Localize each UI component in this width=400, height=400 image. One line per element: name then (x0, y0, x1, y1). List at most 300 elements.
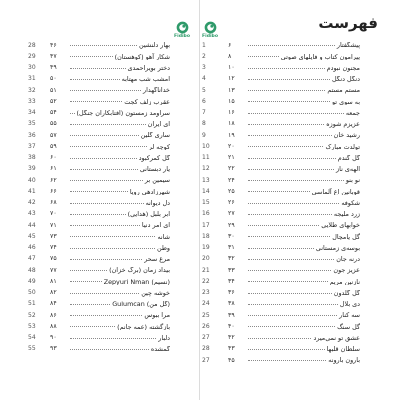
toc-row[interactable] (202, 321, 360, 332)
toc-row[interactable] (28, 288, 170, 299)
row-entry (224, 98, 360, 105)
row-entry (50, 121, 170, 128)
row-page-number: ۵۴ (50, 109, 57, 117)
row-page-number: ۲۱ (228, 154, 235, 162)
row-number: 50 (28, 289, 36, 297)
row-number: 38 (28, 154, 36, 162)
row-number: 33 (28, 97, 36, 105)
row-title: عقرب زلف کجت (124, 98, 170, 106)
right-page (200, 0, 400, 400)
row-number: 23 (202, 289, 210, 297)
toc-row[interactable] (202, 344, 360, 355)
row-page-number: ۸۴ (50, 300, 57, 308)
toc-row[interactable] (28, 85, 170, 96)
dot-leader (70, 301, 110, 305)
dot-leader (70, 256, 142, 260)
dot-leader (248, 121, 324, 125)
toc-row[interactable] (202, 288, 360, 299)
row-entry (224, 200, 360, 207)
toc-row[interactable] (202, 243, 360, 254)
row-number: 3 (202, 64, 206, 72)
row-entry (224, 278, 360, 285)
row-number: 37 (28, 142, 36, 150)
brand-logo (172, 21, 192, 40)
row-page-number: ۴۷ (50, 53, 57, 60)
toc-list-right (202, 40, 360, 366)
row-page-number: ۴۲ (228, 334, 235, 342)
row-number: 36 (28, 131, 36, 139)
row-number: 35 (28, 120, 36, 128)
toc-row[interactable] (28, 265, 170, 276)
row-entry (224, 233, 360, 240)
row-title: گل گلدون (333, 289, 360, 297)
dot-leader (248, 278, 328, 282)
row-title: یار دبستانی (139, 165, 170, 173)
toc-row[interactable] (202, 220, 360, 231)
dot-leader (248, 42, 335, 46)
dot-leader (70, 323, 115, 327)
row-entry (224, 42, 360, 49)
row-entry (50, 132, 170, 139)
row-page-number: ۲۹ (228, 222, 235, 229)
row-title: کوچه لر (148, 143, 170, 151)
row-title: Gulumcan (گل من) (112, 300, 170, 308)
row-title: رشید خان (333, 132, 360, 140)
toc-row[interactable] (202, 198, 360, 209)
row-entry (50, 65, 170, 72)
dot-leader (248, 245, 314, 249)
dot-leader (248, 143, 323, 147)
row-page-number: ۸۲ (50, 289, 57, 297)
dot-leader (248, 267, 331, 271)
dot-leader (248, 323, 335, 327)
row-page-number: ۳۳ (228, 267, 235, 274)
dot-leader (70, 188, 128, 192)
row-title: خداناگهدار (142, 87, 170, 95)
toc-row[interactable] (202, 63, 360, 74)
row-number: 49 (28, 277, 36, 285)
toc-row[interactable] (28, 96, 170, 107)
row-entry (224, 211, 360, 218)
row-entry (224, 110, 360, 117)
toc-row[interactable] (28, 63, 170, 74)
row-title: Zepyuri Nman (نسیم) (103, 278, 170, 286)
row-page-number: ۶۲ (50, 177, 57, 184)
row-number: 29 (28, 52, 36, 60)
row-page-number: ۷۳ (50, 233, 57, 240)
row-title: قوبانین اغ آلماسی (311, 188, 360, 196)
row-page-number: ۷۵ (50, 255, 57, 263)
dot-leader (70, 312, 142, 316)
toc-row[interactable] (28, 344, 170, 355)
row-number: 45 (28, 232, 36, 240)
row-number: 53 (28, 322, 36, 330)
row-entry (50, 222, 170, 229)
row-entry (50, 53, 170, 60)
row-title: گمشده (150, 345, 170, 353)
row-page-number: ۴۳ (228, 345, 235, 353)
toc-row[interactable] (202, 265, 360, 276)
row-title: خوشه چین (141, 289, 170, 297)
toc-row[interactable] (202, 108, 360, 119)
row-page-number: ۷۱ (50, 222, 57, 229)
toc-row[interactable] (202, 299, 360, 310)
row-number: 34 (28, 109, 36, 117)
dot-leader (248, 290, 332, 294)
dot-leader (70, 65, 126, 69)
row-number: 18 (202, 232, 210, 240)
row-title: سیمین بر (144, 177, 170, 185)
dot-leader (70, 335, 156, 339)
toc-row[interactable] (28, 40, 170, 51)
dot-leader (248, 155, 336, 159)
row-entry (224, 166, 360, 173)
row-number: 27 (202, 334, 210, 342)
row-entry (224, 222, 360, 229)
row-number: 13 (202, 176, 210, 184)
row-title: عزیزم شوزه (326, 120, 360, 128)
row-entry (224, 346, 360, 353)
row-title: مستم مستم (327, 87, 360, 95)
toc-row[interactable] (202, 85, 360, 96)
row-number: 1 (202, 41, 206, 49)
toc-row[interactable] (28, 119, 170, 130)
toc-heading: فهرست (318, 14, 378, 32)
fidibo-logo-icon (204, 21, 217, 34)
row-page-number: ۷۰ (50, 210, 57, 218)
row-number: 28 (28, 41, 36, 49)
row-number: 48 (28, 266, 36, 274)
row-title: زرد ملیجه (333, 210, 360, 218)
row-number: 22 (202, 277, 210, 285)
dot-leader (70, 177, 143, 181)
row-number: 31 (28, 75, 36, 83)
dot-leader (70, 143, 147, 147)
row-page-number: ۴۵ (228, 357, 235, 364)
dot-leader (70, 211, 126, 215)
dot-leader (70, 87, 141, 91)
toc-row[interactable] (28, 231, 170, 242)
toc-row[interactable] (28, 141, 170, 152)
row-entry (224, 132, 360, 139)
row-number: 12 (202, 165, 210, 173)
toc-row[interactable] (202, 333, 360, 344)
dot-leader (248, 346, 325, 350)
row-title: شانه (157, 233, 170, 241)
toc-row[interactable] (28, 186, 170, 197)
row-number: 52 (28, 311, 36, 319)
toc-row[interactable] (28, 108, 170, 119)
toc-row[interactable] (28, 74, 170, 85)
row-page-number: ۱۶ (228, 109, 235, 117)
row-page-number: ۳۱ (228, 244, 235, 252)
toc-row[interactable] (28, 209, 170, 220)
row-entry (224, 53, 360, 60)
toc-row[interactable] (202, 96, 360, 107)
toc-row[interactable] (202, 175, 360, 186)
row-number: 7 (202, 109, 206, 117)
row-title: دی بلال (339, 300, 360, 308)
row-page-number: ۶۶ (50, 188, 57, 195)
row-title: گل پامچال (332, 233, 360, 241)
toc-row[interactable] (202, 276, 360, 287)
toc-row[interactable] (202, 51, 360, 62)
row-number: 16 (202, 210, 210, 218)
row-entry (50, 245, 170, 252)
dot-leader (70, 267, 107, 271)
brand-logo-text: Fidibo (173, 34, 191, 39)
row-title: سه کنار (339, 312, 360, 320)
toc-row[interactable] (202, 310, 360, 321)
toc-row[interactable] (28, 220, 170, 231)
row-title: گل سنگ (337, 323, 360, 331)
row-number: 28 (202, 345, 210, 353)
row-title: سراومد زمستون (آفتابکاران جنگل) (76, 109, 170, 117)
toc-row[interactable] (28, 198, 170, 209)
row-title: الهه‌ی ناز (336, 165, 360, 173)
row-title: به سوی تو (331, 98, 360, 106)
toc-row[interactable] (28, 254, 170, 265)
dot-leader (248, 98, 330, 102)
row-page-number: ۵۱ (50, 87, 57, 94)
row-entry (50, 76, 170, 83)
row-page-number: ۹۳ (50, 345, 57, 353)
row-entry (50, 200, 170, 207)
toc-row[interactable] (202, 186, 360, 197)
toc-row[interactable] (202, 231, 360, 242)
dot-leader (248, 233, 330, 237)
toc-row[interactable] (202, 209, 360, 220)
row-title: مرا ببوس (144, 312, 170, 320)
toc-row[interactable] (202, 130, 360, 141)
row-entry (50, 301, 170, 308)
row-title: پیرامون کتاب و فایلهای صوتی (280, 53, 360, 61)
row-number: 30 (28, 64, 36, 72)
row-number: 26 (202, 322, 210, 330)
row-number: 32 (28, 86, 36, 94)
row-entry (224, 65, 360, 72)
row-page-number: ۱۵ (228, 98, 235, 105)
row-number: 9 (202, 131, 206, 139)
toc-row[interactable] (202, 254, 360, 265)
row-number: 42 (28, 199, 36, 207)
row-entry (224, 256, 360, 263)
row-number: 46 (28, 244, 36, 252)
dot-leader (248, 132, 332, 136)
row-number: 4 (202, 75, 206, 83)
row-entry (50, 87, 170, 94)
row-number: 39 (28, 165, 36, 173)
dot-leader (248, 110, 344, 114)
toc-row[interactable] (202, 74, 360, 85)
row-entry (50, 98, 170, 105)
toc-row[interactable] (202, 119, 360, 130)
dot-leader (248, 312, 337, 316)
row-title: آبر بلبل (هدایی) (127, 210, 170, 218)
row-title: شهرزادهی رویا (129, 188, 170, 196)
row-number: 25 (202, 311, 210, 319)
row-entry (50, 278, 170, 285)
dot-leader (70, 166, 138, 170)
row-title: گل کمرکبود (138, 154, 170, 162)
row-number: 2 (202, 52, 206, 60)
dot-leader (70, 290, 139, 294)
dot-leader (70, 98, 122, 102)
brand-logo-text: Fidibo (201, 34, 219, 39)
dot-leader (248, 301, 338, 305)
toc-row[interactable] (28, 276, 170, 287)
row-page-number: ۹۰ (50, 334, 57, 342)
toc-row[interactable] (28, 164, 170, 175)
row-title: دلبار (158, 334, 170, 342)
row-title: گل گندم (337, 154, 360, 162)
toc-row[interactable] (202, 153, 360, 164)
row-page-number: ۱۲ (228, 75, 235, 83)
row-page-number: ۳۶ (228, 289, 235, 297)
dot-leader (70, 155, 137, 159)
row-number: 10 (202, 142, 210, 150)
dot-leader (70, 222, 140, 226)
row-number: 41 (28, 187, 36, 195)
row-entry (50, 267, 170, 274)
row-page-number: ۳۲ (228, 255, 235, 263)
dot-leader (248, 87, 325, 91)
row-entry (50, 155, 170, 162)
row-entry (224, 177, 360, 184)
row-entry (50, 211, 170, 218)
toc-row[interactable] (28, 333, 170, 344)
row-entry (50, 256, 170, 263)
row-title: سلطان قلبها (326, 345, 360, 353)
row-number: 19 (202, 244, 210, 252)
row-page-number: ۱۹ (228, 132, 235, 139)
row-page-number: ۵۲ (50, 98, 57, 105)
row-page-number: ۸۶ (50, 312, 57, 319)
row-page-number: ۶ (228, 42, 232, 49)
row-entry (50, 233, 170, 240)
dot-leader (70, 42, 137, 46)
dot-leader (248, 188, 310, 192)
row-page-number: ۶۰ (50, 154, 57, 162)
row-number: 54 (28, 334, 36, 342)
row-entry (50, 177, 170, 184)
row-entry (50, 335, 170, 342)
toc-row[interactable] (202, 141, 360, 152)
row-entry (50, 312, 170, 319)
row-entry (224, 87, 360, 94)
dot-leader (70, 110, 75, 114)
row-title: شکار آهو (کوهستان) (114, 53, 170, 61)
row-title: درنه جان (336, 255, 360, 263)
row-number: 14 (202, 187, 210, 195)
row-title: عزیز جون (333, 267, 360, 275)
row-number: 11 (202, 154, 210, 162)
row-title: بارون بارونه (328, 357, 360, 365)
row-entry (50, 290, 170, 297)
dot-leader (248, 65, 325, 69)
row-number: 51 (28, 300, 36, 308)
row-entry (224, 267, 360, 274)
dot-leader (248, 211, 332, 215)
dot-leader (248, 166, 334, 170)
row-title: امشب شب مهتابه (121, 75, 170, 83)
row-number: 40 (28, 176, 36, 184)
brand-logo (200, 21, 220, 40)
row-title: نو بنو (345, 177, 360, 185)
row-title: دختر بویراحمدی (127, 64, 170, 72)
row-entry (224, 312, 360, 319)
fidibo-logo-icon (176, 21, 189, 34)
row-entry (224, 301, 360, 308)
row-page-number: ۴۹ (50, 64, 57, 72)
dot-leader (70, 53, 113, 57)
row-title: پیشگفتار (336, 42, 360, 50)
dot-leader (248, 200, 339, 204)
row-title: بازگشته (عمه جانم) (117, 323, 170, 331)
row-entry (224, 188, 360, 195)
row-page-number: ۳۰ (228, 233, 235, 240)
row-number: 55 (28, 345, 36, 353)
toc-row[interactable] (28, 175, 170, 186)
row-entry (224, 357, 360, 364)
row-title: ای امر دنیا (141, 222, 170, 230)
dot-leader (248, 256, 334, 260)
row-entry (50, 110, 170, 117)
dot-leader (70, 346, 149, 350)
row-entry (224, 143, 360, 150)
row-title: عشق تو نمی‌میرد (313, 334, 360, 342)
row-entry (224, 155, 360, 162)
row-page-number: ۸۸ (50, 323, 57, 330)
toc-row[interactable] (28, 243, 170, 254)
dot-leader (70, 132, 139, 136)
toc-row[interactable] (202, 40, 360, 51)
toc-row[interactable] (202, 355, 360, 366)
row-page-number: ۵۷ (50, 132, 57, 139)
dot-leader (248, 335, 311, 339)
toc-row[interactable] (28, 51, 170, 62)
toc-row[interactable] (28, 130, 170, 141)
toc-row[interactable] (202, 164, 360, 175)
row-title: جمعه (345, 109, 360, 117)
dot-leader (70, 233, 155, 237)
row-page-number: ۸۱ (50, 278, 57, 285)
dot-leader (248, 177, 344, 181)
row-page-number: ۱۰ (228, 64, 235, 72)
row-entry (224, 121, 360, 128)
row-entry (50, 166, 170, 173)
row-title: تولدت مبارک (325, 143, 360, 151)
dot-leader (248, 76, 330, 80)
toc-row[interactable] (28, 153, 170, 164)
row-page-number: ۲۰ (228, 143, 235, 150)
row-page-number: ۳۸ (228, 300, 235, 308)
toc-row[interactable] (28, 321, 170, 332)
row-number: 5 (202, 86, 206, 94)
row-entry (50, 346, 170, 353)
row-entry (224, 335, 360, 342)
row-number: 8 (202, 120, 206, 128)
row-page-number: ۵۹ (50, 143, 57, 150)
row-page-number: ۶۱ (50, 165, 57, 173)
toc-row[interactable] (28, 299, 170, 310)
row-page-number: ۱۳ (228, 87, 235, 94)
row-title: بهار دلنشین (138, 42, 170, 50)
row-number: 43 (28, 210, 36, 218)
row-title: بیداد زمان (برگ خزان) (109, 267, 170, 275)
row-page-number: ۷۴ (50, 244, 57, 252)
toc-row[interactable] (28, 310, 170, 321)
